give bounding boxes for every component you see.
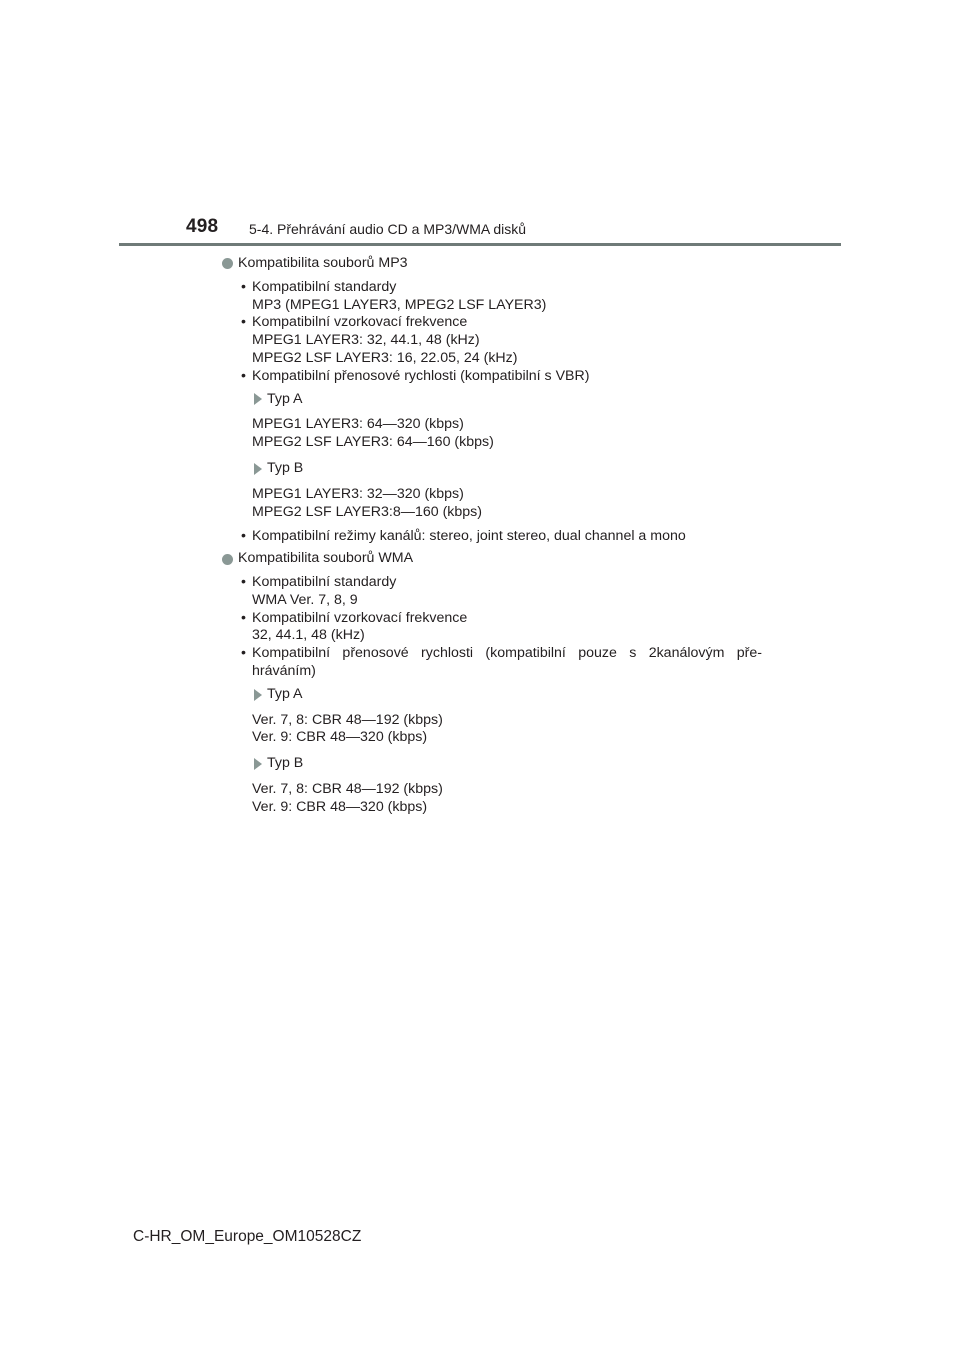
type-line: Ver. 7, 8: CBR 48—192 (kbps) <box>252 711 443 728</box>
section-title: Kompatibilita souborů WMA <box>238 550 414 567</box>
chapter-title: 5-4. Přehrávání audio CD a MP3/WMA disků <box>249 221 527 237</box>
list-item <box>241 574 762 610</box>
item-title: • Kompatibilní režimy kanálů: stereo, joint stereo, dual channel a mono <box>252 528 686 545</box>
type-label: Typ A <box>267 685 303 702</box>
type-line: MPEG1 LAYER3: 64—320 (kbps) <box>252 416 464 433</box>
type-lines <box>252 416 762 452</box>
item-list <box>241 574 762 817</box>
type-line: Ver. 9: CBR 48—320 (kbps) <box>252 798 428 815</box>
list-item <box>241 279 762 315</box>
item-title: • Kompatibilní vzorkovací frekvence <box>252 609 468 626</box>
item-title: • Kompatibilní přenosové rychlosti (kompatibilní pouze s 2kanálovým pře-hráváním) <box>252 645 762 679</box>
page-number: 498 <box>186 216 219 237</box>
list-item <box>241 314 762 367</box>
type-lines <box>252 781 762 817</box>
list-item <box>241 368 762 522</box>
type-block <box>252 755 762 816</box>
item-title: • Kompatibilní vzorkovací frekvence <box>252 314 468 331</box>
triangle-bullet-icon <box>254 463 262 475</box>
list-item <box>241 645 762 816</box>
item-value: MPEG1 LAYER3: 32, 44.1, 48 (kHz) <box>252 332 480 349</box>
triangle-bullet-icon <box>254 689 262 701</box>
type-line: MPEG2 LSF LAYER3:8—160 (kbps) <box>252 503 482 520</box>
type-list <box>252 391 762 522</box>
type-lines <box>252 712 762 748</box>
type-heading <box>254 460 762 478</box>
type-heading <box>254 686 762 704</box>
type-line: MPEG1 LAYER3: 32—320 (kbps) <box>252 485 464 502</box>
item-title: • Kompatibilní standardy <box>252 278 397 295</box>
triangle-bullet-icon <box>254 393 262 405</box>
type-line: Ver. 9: CBR 48—320 (kbps) <box>252 729 428 746</box>
footer-doc-code: C-HR_OM_Europe_OM10528CZ <box>133 1228 362 1245</box>
item-list <box>241 279 762 546</box>
type-block <box>252 391 762 452</box>
item-value: 32, 44.1, 48 (kHz) <box>252 627 365 644</box>
list-item <box>241 610 762 646</box>
item-title: • Kompatibilní přenosové rychlosti (kompatibilní s VBR) <box>252 367 590 384</box>
item-value: WMA Ver. 7, 8, 9 <box>252 591 358 608</box>
section-heading <box>222 255 762 273</box>
circle-bullet-icon <box>222 258 233 269</box>
type-lines <box>252 486 762 522</box>
header-divider <box>119 243 841 246</box>
triangle-bullet-icon <box>254 758 262 770</box>
circle-bullet-icon <box>222 554 233 565</box>
type-heading <box>254 391 762 409</box>
type-line: MPEG2 LSF LAYER3: 64—160 (kbps) <box>252 434 494 451</box>
type-line: Ver. 7, 8: CBR 48—192 (kbps) <box>252 780 443 797</box>
section-heading <box>222 550 762 568</box>
type-label: Typ B <box>267 459 304 476</box>
type-list <box>252 686 762 817</box>
type-block <box>252 460 762 521</box>
page-content <box>222 255 762 817</box>
type-label: Typ B <box>267 755 304 772</box>
section-wma <box>222 550 762 816</box>
section-mp3 <box>222 255 762 546</box>
list-item <box>241 528 762 546</box>
item-value: MP3 (MPEG1 LAYER3, MPEG2 LSF LAYER3) <box>252 296 547 313</box>
item-value: MPEG2 LSF LAYER3: 16, 22.05, 24 (kHz) <box>252 349 518 366</box>
type-block <box>252 686 762 747</box>
type-label: Typ A <box>267 390 303 407</box>
section-title: Kompatibilita souborů MP3 <box>238 255 408 271</box>
item-title: • Kompatibilní standardy <box>252 573 397 590</box>
type-heading <box>254 755 762 773</box>
